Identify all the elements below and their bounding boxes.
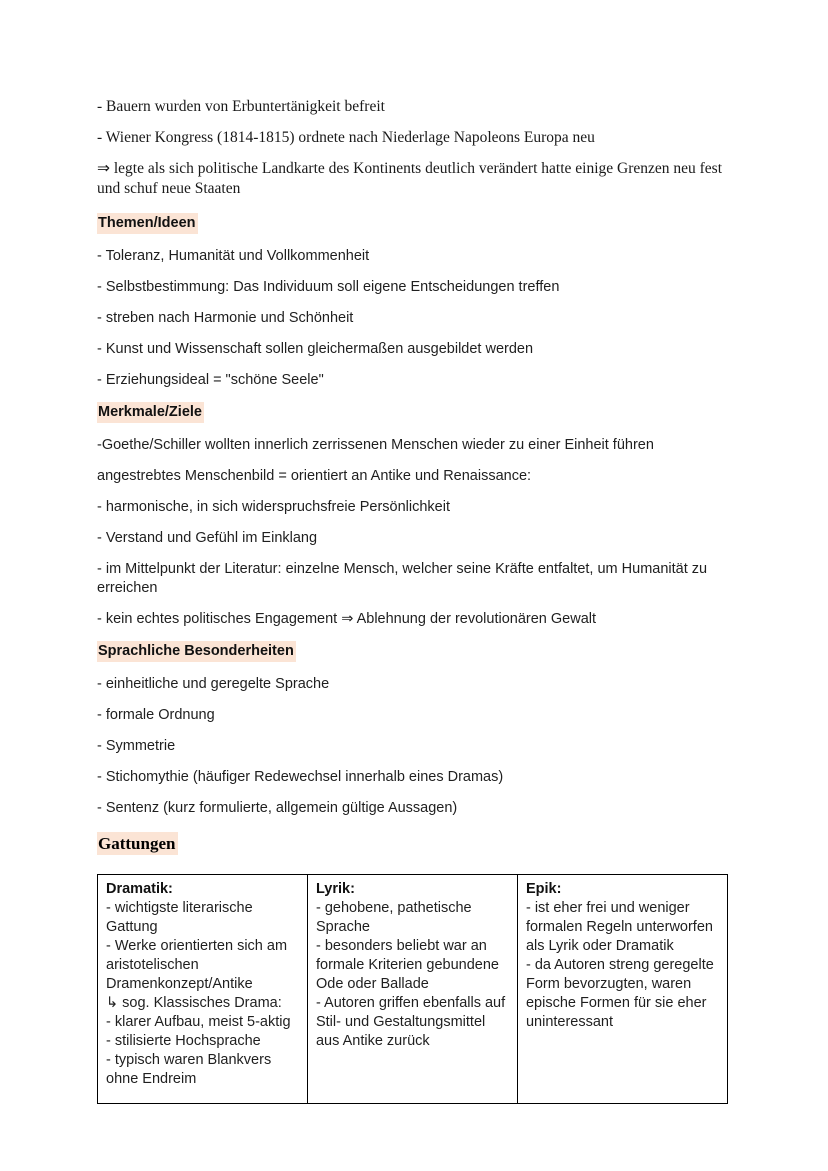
cell-line: ↳ sog. Klassisches Drama: — [106, 995, 282, 1011]
section-heading-sprachliche-besonderheiten — [97, 641, 728, 662]
cell-line: - Autoren griffen ebenfalls auf Stil- und Gestaltungsmittel aus Antike zurück — [315, 995, 506, 1049]
bullet-line: - Sentenz (kurz formulierte, allgemein gültige Aussagen) — [97, 800, 458, 816]
cell-line: - da Autoren streng geregelte Form bevorzugten, waren epische Formen für sie eher uninteressant — [525, 957, 714, 1030]
bullet-line: - einheitliche und geregelte Sprache — [97, 676, 330, 692]
cell-title-lyrik: Lyrik: — [315, 881, 355, 897]
section-heading-merkmale-ziele — [97, 402, 728, 423]
section-heading-text: Themen/Ideen — [97, 213, 198, 234]
bullet-line: - Selbstbestimmung: Das Individuum soll eigene Entscheidungen treffen — [97, 279, 560, 295]
bullet-line: - Verstand und Gefühl im Einklang — [97, 530, 318, 546]
bullet-line: angestrebtes Menschenbild = orientiert an Antike und Renaissance: — [97, 468, 532, 484]
bullet-line: - harmonische, in sich widerspruchsfreie Persönlichkeit — [97, 499, 450, 515]
section-heading-themen-ideen — [97, 213, 728, 234]
table-row — [98, 875, 728, 1104]
section-sprachliche-besonderheiten — [97, 641, 728, 818]
cell-title-epik: Epik: — [525, 881, 562, 897]
bullet-line: - Kunst und Wissenschaft sollen gleichermaßen ausgebildet werden — [97, 341, 534, 357]
section-heading-text: Sprachliche Besonderheiten — [97, 641, 296, 662]
bullet-line: - Toleranz, Humanität und Vollkommenheit — [97, 248, 370, 264]
gattungen-heading-text: Gattungen — [97, 832, 178, 855]
section-heading-text: Merkmale/Ziele — [97, 402, 204, 423]
intro-line-landkarte: ⇒ legte als sich politische Landkarte des Kontinents deutlich verändert hatte einige Grenzen neu fest und schuf neue Staaten — [97, 160, 723, 197]
bullet-line: - formale Ordnung — [97, 707, 215, 723]
bullet-line: - Erziehungsideal = "schöne Seele" — [97, 372, 324, 388]
cell-line: - gehobene, pathetische Sprache — [315, 900, 472, 935]
cell-line: - ist eher frei und weniger formalen Regeln unterworfen als Lyrik oder Dramatik — [525, 900, 713, 954]
table-cell-epik — [517, 875, 727, 1104]
gattungen-table — [97, 874, 728, 1104]
section-themen-ideen — [97, 213, 728, 390]
bullet-line: - Symmetrie — [97, 738, 176, 754]
cell-line: - typisch waren Blankvers ohne Endreim — [106, 1052, 272, 1087]
cell-line: - besonders beliebt war an formale Kriterien gebundene Ode oder Ballade — [315, 938, 499, 992]
cell-line: - stilisierte Hochsprache — [106, 1033, 261, 1049]
table-cell-dramatik — [98, 875, 308, 1104]
cell-line: - klarer Aufbau, meist 5-aktig — [106, 1014, 291, 1030]
intro-line-wiener-kongress: - Wiener Kongress (1814-1815) ordnete nach Niederlage Napoleons Europa neu — [97, 129, 595, 146]
cell-line: - wichtigste literarische Gattung — [106, 900, 253, 935]
bullet-line: - Stichomythie (häufiger Redewechsel innerhalb eines Dramas) — [97, 769, 504, 785]
bullet-line: - kein echtes politisches Engagement ⇒ Ablehnung der revolutionären Gewalt — [97, 611, 597, 627]
section-merkmale-ziele — [97, 402, 728, 629]
bullet-line: - im Mittelpunkt der Literatur: einzelne Mensch, welcher seine Kräfte entfaltet, um Humanität zu erreichen — [97, 561, 708, 596]
bullet-line: -Goethe/Schiller wollten innerlich zerrissenen Menschen wieder zu einer Einheit führen — [97, 437, 654, 453]
cell-line: - Werke orientierten sich am aristotelischen Dramenkonzept/Antike — [106, 938, 288, 992]
bullet-line: - streben nach Harmonie und Schönheit — [97, 310, 354, 326]
cell-title-dramatik: Dramatik: — [106, 881, 173, 897]
gattungen-heading — [97, 832, 728, 855]
intro-line-bauern: - Bauern wurden von Erbuntertänigkeit befreit — [97, 98, 385, 115]
table-cell-lyrik — [307, 875, 517, 1104]
intro-block — [97, 97, 728, 199]
